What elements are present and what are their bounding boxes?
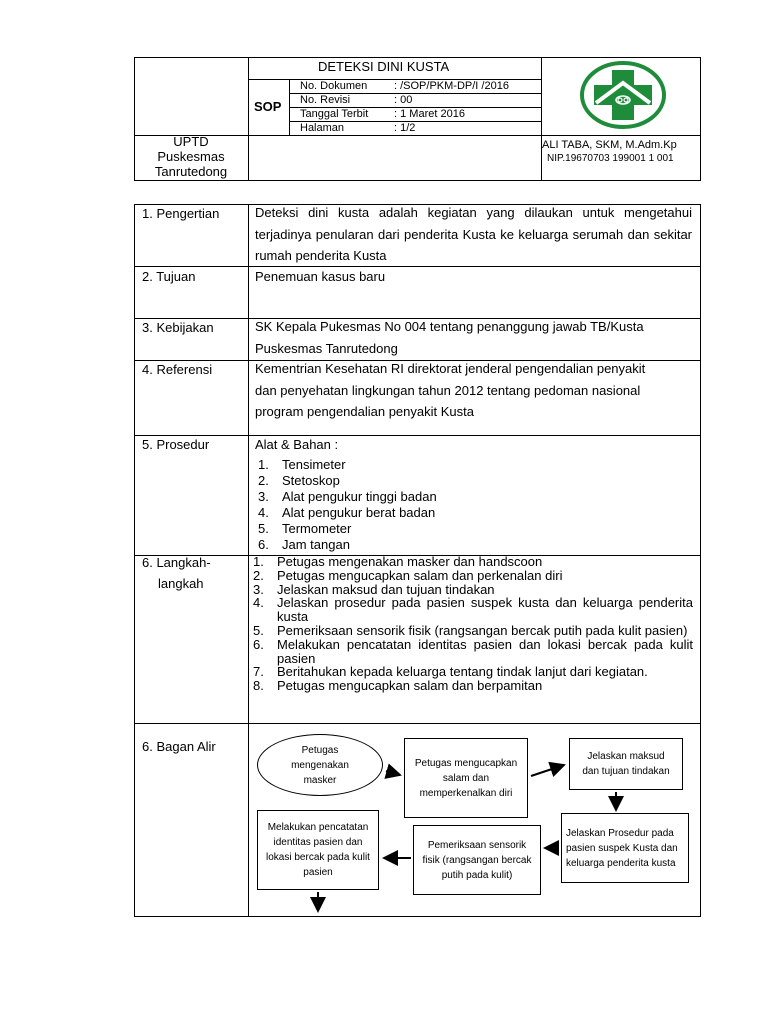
arrow-masker-to-salam — [386, 771, 400, 775]
list-item: 4. Alat pengukur berat badan — [258, 505, 436, 520]
section-label-pengertian: 1. Pengertian — [142, 206, 220, 221]
page-label: Halaman — [300, 122, 345, 134]
kebijakan-text: SK Kepala Pukesmas No 004 tentang penanggung jawab TB/Kusta Puskesmas Tanrutedong — [255, 319, 644, 356]
org-line-puskesmas: Puskesmas — [157, 149, 225, 164]
list-item: 7. Beritahukan kepada keluarga tentang tindak lanjut dari kegiatan. — [253, 664, 648, 680]
page-value: : 1/2 — [394, 122, 416, 134]
referensi-text: Kementrian Kesehatan RI direktorat jenderal pengendalian penyakit dan penyehatan lingkungan tahun 2012 tentang pedoman nasional program pengendalian penyakit Kusta — [255, 361, 646, 419]
list-item: 2. Petugas mengucapkan salam dan perkenalan diri — [253, 567, 563, 583]
list-item: 5. Pemeriksaan sensorik fisik (rangsangan bercak putih pada kulit pasien) — [253, 622, 688, 638]
section-label-langkah-line2: langkah — [158, 576, 204, 591]
list-item: 3. Jelaskan maksud dan tujuan tindakan — [253, 581, 495, 597]
list-item: 2. Stetoskop — [258, 473, 340, 488]
list-item: 6. Jam tangan — [258, 537, 350, 552]
section-label-prosedur: 5. Prosedur — [142, 437, 210, 452]
org-line-uptd: UPTD — [173, 134, 209, 149]
section-label-referensi: 4. Referensi — [142, 362, 213, 377]
list-item: 6. Melakukan pencatatan identitas pasien dan lokasi bercak pada kulit pasien — [253, 636, 693, 666]
revision-label: No. Revisi — [300, 94, 351, 106]
section-label-bagan-alir: 6. Bagan Alir — [142, 739, 216, 754]
signer-name: ALI TABA, SKM, M.Adm.Kp — [542, 139, 677, 151]
prosedur-heading: Alat & Bahan : — [255, 437, 339, 452]
section-label-kebijakan: 3. Kebijakan — [142, 320, 214, 335]
list-item: 1. Petugas mengenakan masker dan handscoon — [253, 554, 543, 569]
list-item: 1. Tensimeter — [258, 457, 346, 472]
doc-number-label: No. Dokumen — [300, 80, 368, 92]
org-line-location: Tanrutedong — [154, 164, 228, 179]
doc-number-value: : /SOP/PKM-DP/I /2016 — [394, 80, 509, 92]
issue-date-label: Tanggal Terbit — [300, 108, 369, 120]
issue-date-value: : 1 Maret 2016 — [394, 108, 465, 120]
list-item: 3. Alat pengukur tinggi badan — [258, 489, 437, 504]
pengertian-text: Deteksi dini kusta adalah kegiatan yang dilaukan untuk mengetahui terjadinya penularan dari penderita Kusta ke keluarga serumah dan sekitar rumah penderita Kusta — [255, 205, 692, 263]
list-item: 8. Petugas mengucapkan salam dan berpamitan — [253, 678, 543, 694]
tujuan-text: Penemuan kasus baru — [255, 269, 386, 284]
document-title: DETEKSI DINI KUSTA — [318, 59, 450, 74]
list-item: 5. Termometer — [258, 521, 352, 536]
flow-node-jelaskan-maksud: Jelaskan maksud dan tujuan tindakan — [569, 738, 683, 790]
revision-value: : 00 — [394, 94, 413, 106]
sop-label: SOP — [254, 99, 282, 114]
flow-node-pemeriksaan: Pemeriksaan sensorik fisik (rangsangan bercak putih pada kulit) — [413, 825, 541, 895]
arrow-salam-to-maksud — [531, 765, 564, 776]
flow-node-pencatatan: Melakukan pencatatan identitas pasien dan lokasi bercak pada kulit pasien — [257, 810, 379, 890]
section-label-langkah-line1: 6. Langkah- — [142, 555, 211, 570]
section-label-tujuan: 2. Tujuan — [142, 269, 196, 284]
flow-node-salam: Petugas mengucapkan salam dan memperkenalkan diri — [404, 738, 528, 818]
list-item: 4. Jelaskan prosedur pada pasien suspek kusta dan keluarga penderita kusta — [253, 595, 693, 625]
flow-node-jelaskan-prosedur: Jelaskan Prosedur pada pasien suspek Kusta dan keluarga penderita kusta — [561, 813, 689, 883]
flow-node-masker: Petugas mengenakan masker — [257, 734, 383, 796]
signer-nip: NIP.19670703 199001 1 001 — [547, 153, 674, 164]
